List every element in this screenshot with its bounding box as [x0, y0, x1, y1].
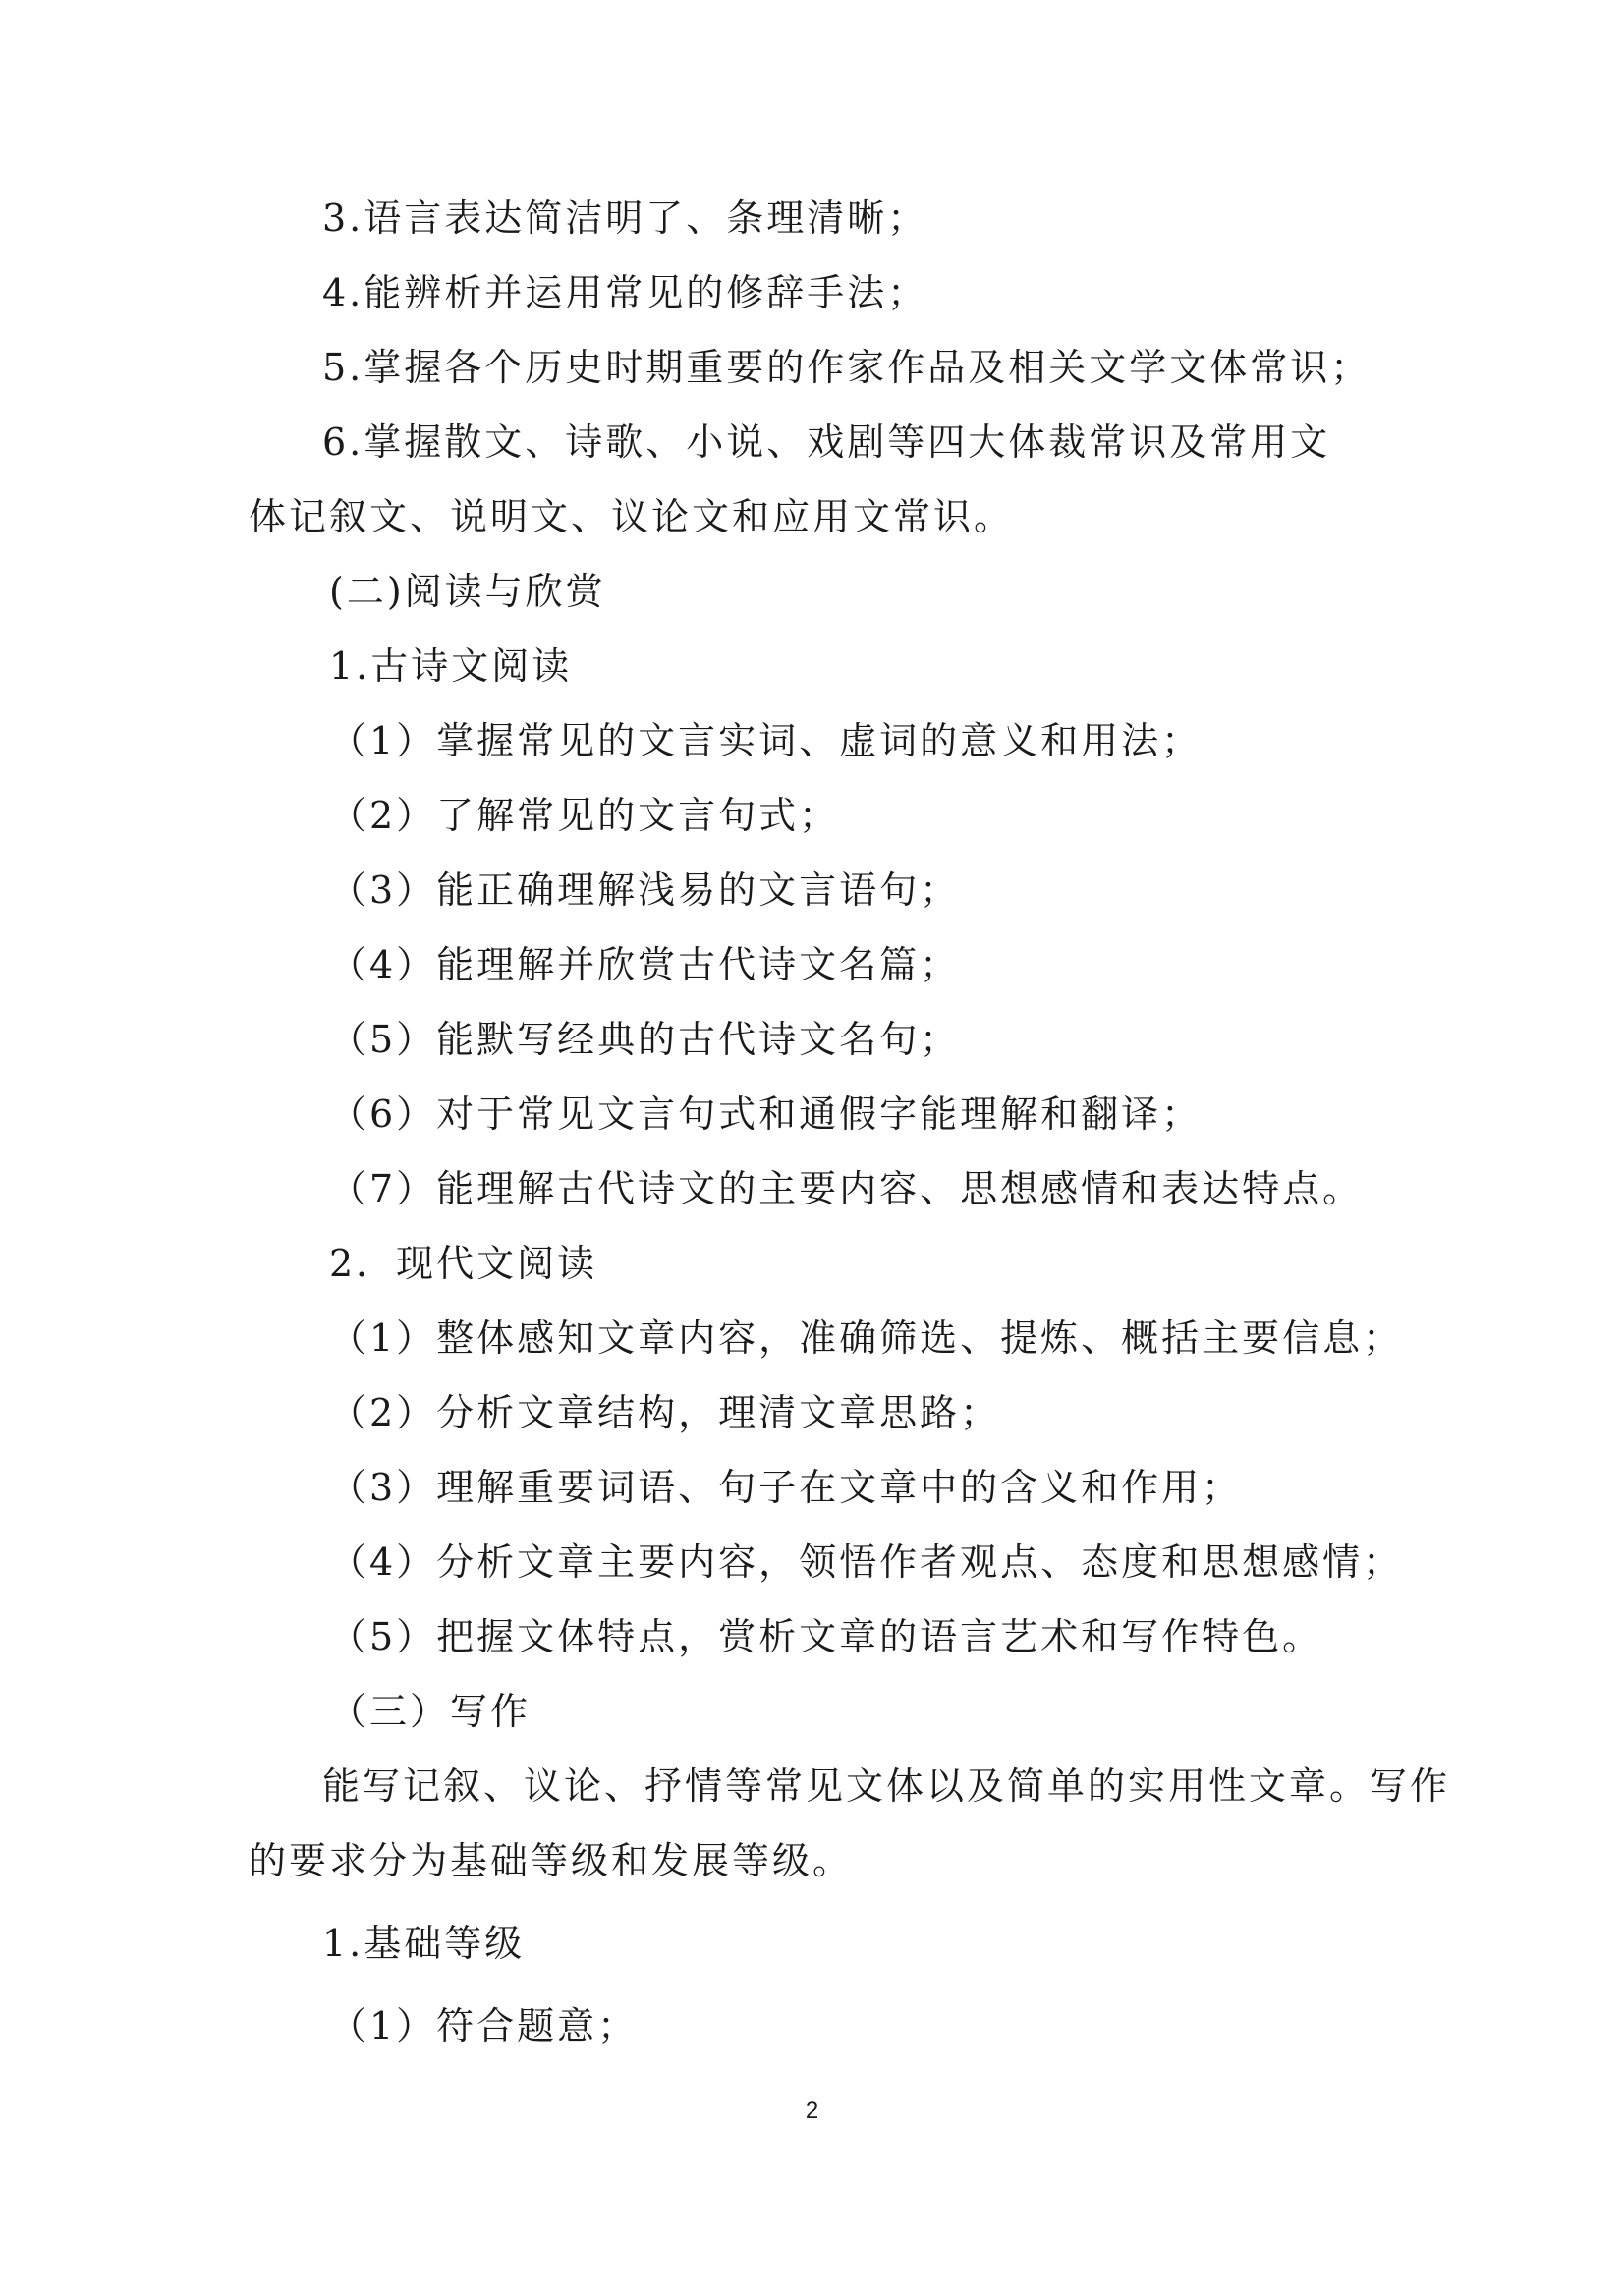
subsection-heading: 2．现代文阅读 [329, 1242, 598, 1285]
list-item: （3）能正确理解浅易的文言语句； [329, 868, 961, 912]
text-line: 5.掌握各个历史时期重要的作家作品及相关文学文体常识； [322, 346, 1372, 389]
list-item: （2）分析文章结构，理清文章思路； [329, 1391, 1001, 1434]
list-item: （7）能理解古代诗文的主要内容、思想感情和表达特点。 [329, 1167, 1364, 1210]
text-line: 4.能辨析并运用常见的修辞手法； [322, 271, 928, 314]
list-item: （4）能理解并欣赏古代诗文名篇； [329, 943, 961, 986]
section-heading: （三）写作 [329, 1690, 532, 1733]
text-line: 的要求分为基础等级和发展等级。 [249, 1839, 854, 1882]
list-item: （2）了解常见的文言句式； [329, 794, 840, 837]
text-line: 能写记叙、议论、抒情等常见文体以及简单的实用性文章。写作 [322, 1764, 1451, 1808]
text-line: 体记叙文、说明文、议论文和应用文常识。 [249, 495, 1015, 538]
subsection-heading: 1.古诗文阅读 [329, 644, 573, 688]
list-item: （4）分析文章主要内容，领悟作者观点、态度和思想感情； [329, 1540, 1404, 1584]
page-number: 2 [805, 2098, 819, 2124]
subsection-heading: 1.基础等级 [322, 1922, 526, 1965]
list-item: （6）对于常见文言句式和通假字能理解和翻译； [329, 1092, 1203, 1136]
text-line: 6.掌握散文、诗歌、小说、戏剧等四大体裁常识及常用文 [322, 420, 1331, 464]
list-item: （3）理解重要词语、句子在文章中的含义和作用； [329, 1466, 1243, 1509]
list-item: （5）能默写经典的古代诗文名句； [329, 1018, 961, 1061]
list-item: （1）掌握常见的文言实词、虚词的意义和用法； [329, 719, 1203, 762]
text-line: 3.语言表达简洁明了、条理清晰； [322, 196, 928, 240]
list-item: （1）符合题意； [329, 2004, 639, 2047]
list-item: （5）把握文体特点，赏析文章的语言艺术和写作特色。 [329, 1615, 1323, 1658]
section-heading: (二)阅读与欣赏 [329, 570, 606, 613]
list-item: （1）整体感知文章内容，准确筛选、提炼、概括主要信息； [329, 1316, 1404, 1360]
